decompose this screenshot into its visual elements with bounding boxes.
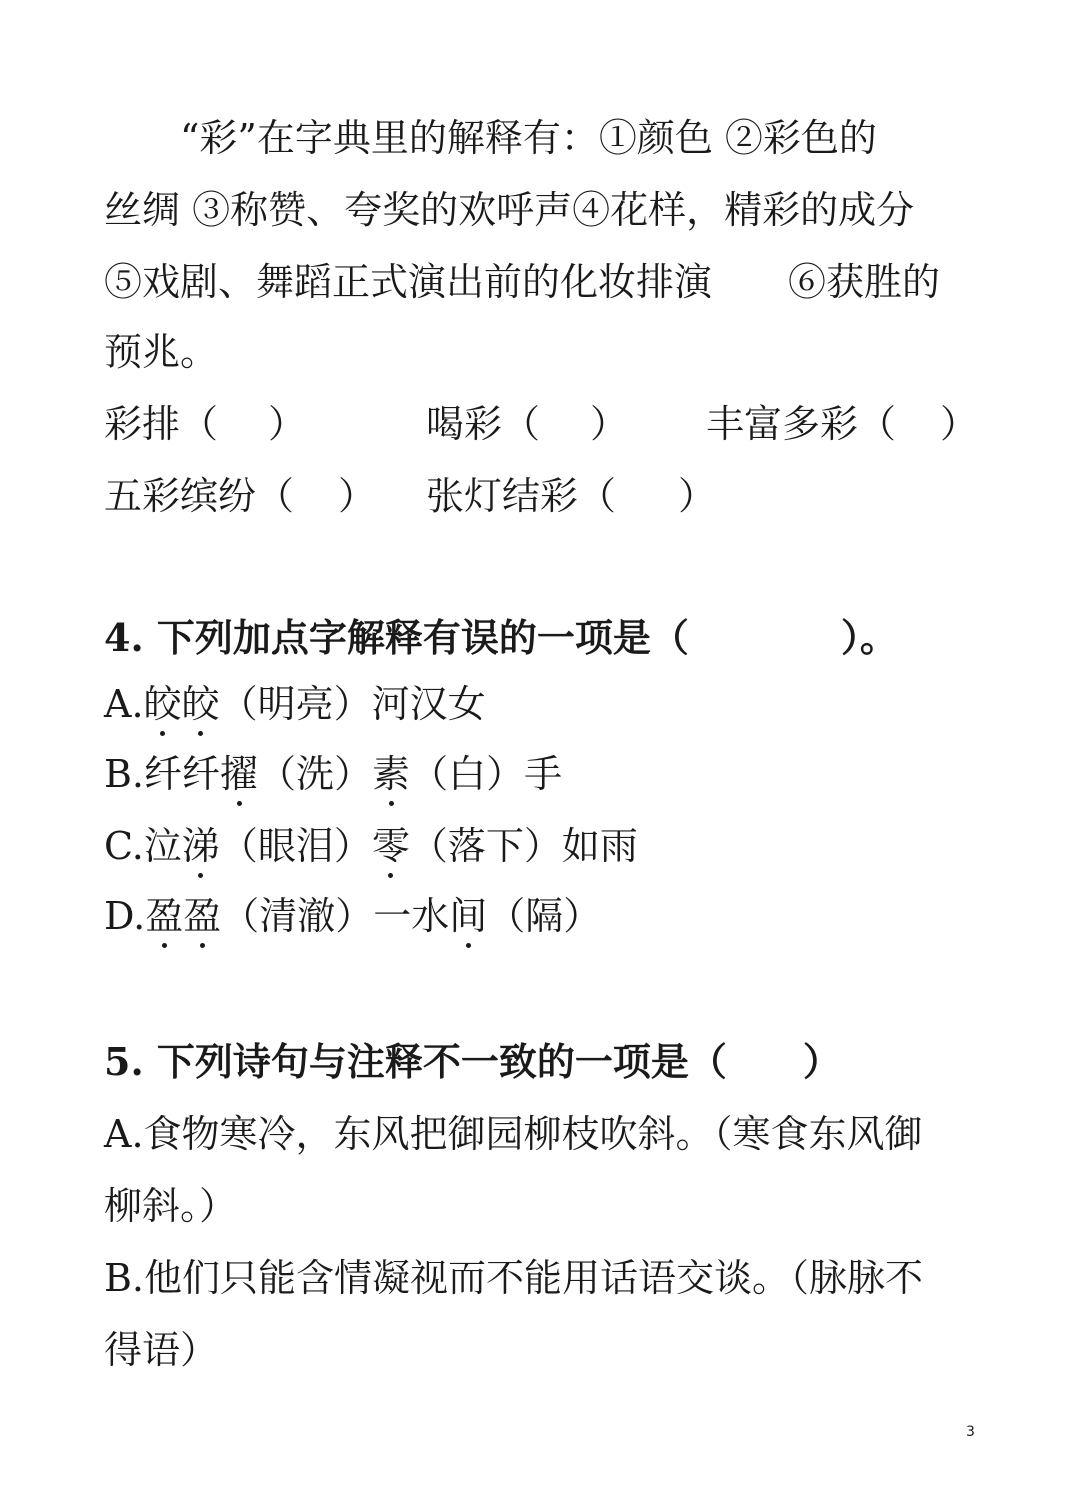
intro-line-3: ⑤戏剧、舞蹈正式演出前的化妆排演 ⑥获胜的 bbox=[104, 260, 941, 304]
q5-option-b-line2: 得语） bbox=[104, 1328, 219, 1372]
word-zhangdeng: 张灯结彩（ ） bbox=[426, 474, 717, 518]
q4-option-d: D.盈盈（清澈）一水间（隔） bbox=[104, 894, 602, 938]
q5-option-a-line2: 柳斜。） bbox=[104, 1184, 238, 1228]
intro-line-2: 丝绸 ③称赞、夸奖的欢呼声④花样，精彩的成分 bbox=[104, 188, 915, 232]
word-fengfu: 丰富多彩（ ） bbox=[706, 402, 979, 446]
q4-option-a: A.皎皎（明亮）河汉女 bbox=[104, 682, 486, 726]
q4-title: 4. 下列加点字解释有误的一项是（ ）。 bbox=[104, 615, 898, 660]
word-hecai: 喝彩（ ） bbox=[426, 402, 629, 446]
intro-line-4: 预兆。 bbox=[104, 330, 219, 374]
word-caipai: 彩排（ ） bbox=[104, 402, 307, 446]
q4-option-c: C.泣涕（眼泪）零（落下）如雨 bbox=[104, 824, 638, 868]
q4-option-b: B.纤纤擢（洗）素（白）手 bbox=[104, 752, 563, 796]
page-number: 3 bbox=[966, 1424, 975, 1440]
word-wucai: 五彩缤纷（ ） bbox=[104, 474, 377, 518]
q5-option-b-line1: B.他们只能含情凝视而不能用话语交谈。（脉脉不 bbox=[104, 1256, 924, 1300]
q5-option-a-line1: A.食物寒冷，东风把御园柳枝吹斜。（寒食东风御 bbox=[104, 1112, 923, 1156]
intro-line-1: “彩”在字典里的解释有：①颜色 ②彩色的 bbox=[180, 116, 877, 160]
q5-title: 5. 下列诗句与注释不一致的一项是（ ） bbox=[104, 1039, 841, 1084]
